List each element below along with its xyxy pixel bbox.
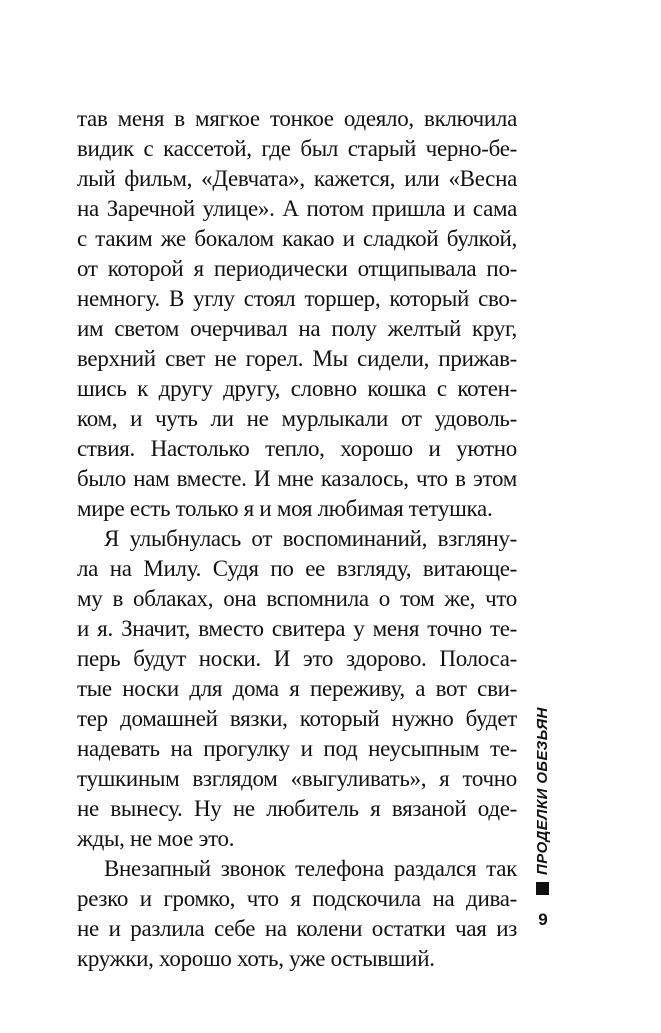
text-line: лый фильм, «Девчата», кажется, или «Весна: [77, 166, 517, 191]
text-line: им светом очерчивал на полу желтый круг,: [77, 316, 517, 341]
text-line: не вынесу. Ну не любитель я вязаной оде-: [77, 796, 517, 821]
text-line: перь будут носки. И это здорово. Полоса-: [77, 646, 517, 671]
text-line: немногу. В углу стоял торшер, который сво-: [77, 286, 517, 311]
text-line: тер домашней вязки, который нужно будет: [77, 706, 517, 731]
paragraph: [77, 524, 517, 854]
running-head: [528, 690, 558, 900]
text-line: Внезапный звонок телефона раздался так: [104, 856, 517, 881]
text-line: от которой я периодически отщипывала по-: [77, 256, 517, 281]
paragraph: [77, 104, 517, 524]
text-line: резко и громко, что я подскочила на дива-: [77, 886, 517, 911]
text-line: видик с кассетой, где был старый черно-бе-: [77, 136, 517, 161]
text-line: на Заречной улице». А потом пришла и сама: [77, 196, 517, 221]
text-line: и я. Значит, вместо свитера у меня точно те-: [77, 616, 517, 641]
text-line: тав меня в мягкое тонкое одеяло, включила: [77, 106, 517, 131]
text-line: Я улыбнулась от воспоминаний, взгляну-: [104, 526, 517, 551]
body-text: [77, 104, 517, 974]
text-line: кружки, хорошо хоть, уже остывший.: [77, 946, 435, 971]
text-line: ла на Милу. Судя по ее взгляду, витающе-: [77, 556, 517, 581]
text-line: не и разлила себе на колени остатки чая из: [77, 916, 517, 941]
text-line: ком, и чуть ли не мурлыкали от удоволь-: [77, 406, 517, 431]
text-line: с таким же бокалом какао и сладкой булкой,: [77, 226, 517, 251]
running-head-title: ПРОДЕЛКИ ОБЕЗЬЯН: [534, 707, 551, 875]
text-line: надевать на прогулку и под неусыпным те-: [77, 736, 517, 761]
square-marker-icon: [536, 882, 549, 895]
text-line: тые носки для дома я переживу, а вот сви-: [77, 676, 517, 701]
text-line: тушкиным взглядом «выгуливать», я точно: [77, 766, 517, 791]
page-number: 9: [538, 910, 548, 929]
text-line: жды, не мое это.: [77, 826, 235, 851]
text-line: му в облаках, она вспомнила о том же, что: [77, 586, 517, 611]
text-line: мире есть только я и моя любимая тетушка.: [77, 496, 493, 521]
text-line: верхний свет не горел. Мы сидели, прижав-: [77, 346, 517, 371]
text-line: шись к другу другу, словно кошка с котен-: [77, 376, 517, 401]
text-line: ствия. Настолько тепло, хорошо и уютно: [77, 436, 517, 461]
text-line: было нам вместе. И мне казалось, что в этом: [77, 466, 517, 491]
paragraph: [77, 854, 517, 974]
